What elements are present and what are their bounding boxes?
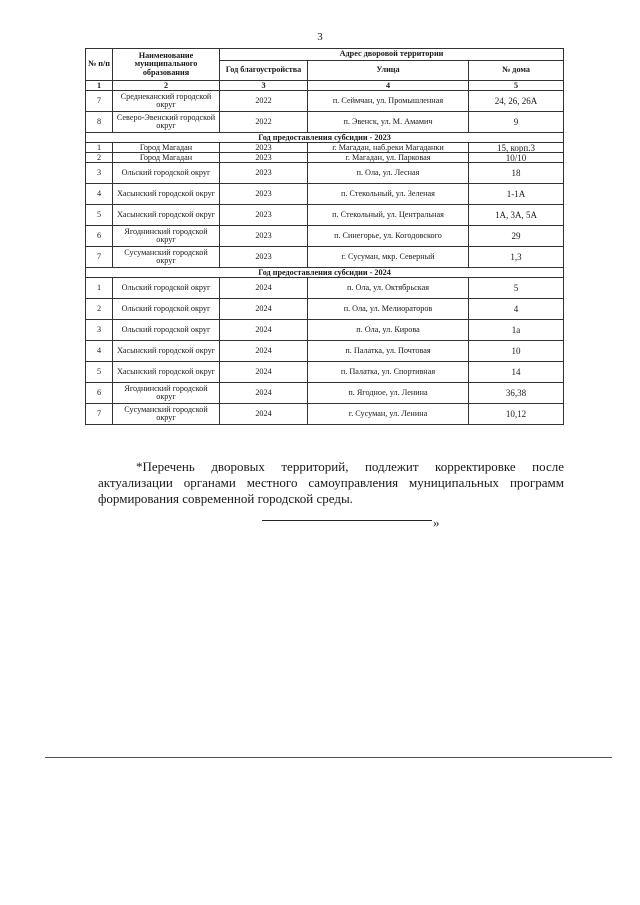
cell-street: п. Стекольный, ул. Центральная (308, 205, 469, 226)
cell-municipality: Город Магадан (113, 143, 220, 153)
cell-no: 4 (86, 184, 113, 205)
table-row (86, 247, 564, 268)
table-row (86, 383, 564, 404)
cell-no: 1 (86, 278, 113, 299)
table-row (86, 91, 564, 112)
cell-house: 36,38 (469, 383, 564, 404)
cell-house: 29 (469, 226, 564, 247)
cell-street: г. Магадан, ул. Парковая (308, 153, 469, 163)
table-row (86, 153, 564, 163)
cell-no: 2 (86, 299, 113, 320)
column-numbering-row (86, 81, 564, 91)
table-row (86, 341, 564, 362)
courtyard-territories-table (85, 48, 564, 425)
footnote-text: *Перечень дворовых территорий, подлежит корректировке после актуализации органами местного самоуправления муниципальных программ формирования современной городской среды. (98, 459, 564, 506)
cell-street: п. Ола, ул. Лесная (308, 163, 469, 184)
header-municipality: Наименование муниципального образования (113, 49, 220, 81)
cell-no: 3 (86, 163, 113, 184)
cell-street: г. Сусуман, мкр. Северный (308, 247, 469, 268)
cell-house: 1-1А (469, 184, 564, 205)
cell-municipality: Ольский городской округ (113, 278, 220, 299)
table-body (86, 91, 564, 425)
header-street: Улица (308, 61, 469, 81)
header-address: Адрес дворовой территории (220, 49, 564, 61)
cell-no: 7 (86, 247, 113, 268)
table-row (86, 362, 564, 383)
cell-year: 2024 (220, 362, 308, 383)
table-row (86, 163, 564, 184)
page-number: 3 (317, 31, 323, 43)
cell-year: 2022 (220, 112, 308, 133)
table-row (86, 184, 564, 205)
cell-municipality: Ягоднинский городской округ (113, 383, 220, 404)
cell-municipality: Сусуманский городской округ (113, 247, 220, 268)
cell-no: 3 (86, 320, 113, 341)
cell-house: 1,3 (469, 247, 564, 268)
cell-no: 5 (86, 205, 113, 226)
cell-no: 4 (86, 341, 113, 362)
section-title: Год предоставления субсидии - 2024 (86, 268, 564, 278)
cell-house: 10/10 (469, 153, 564, 163)
cell-street: п. Ягодное, ул. Ленина (308, 383, 469, 404)
cell-year: 2024 (220, 299, 308, 320)
cell-house: 18 (469, 163, 564, 184)
cell-municipality: Ольский городской округ (113, 299, 220, 320)
cell-municipality: Северо-Эвенский городской округ (113, 112, 220, 133)
cell-municipality: Хасынский городской округ (113, 362, 220, 383)
cell-year: 2023 (220, 226, 308, 247)
cell-street: г. Сусуман, ул. Ленина (308, 404, 469, 425)
cell-house: 14 (469, 362, 564, 383)
cell-municipality: Ольский городской округ (113, 163, 220, 184)
cell-house: 24, 26, 26А (469, 91, 564, 112)
cell-no: 7 (86, 91, 113, 112)
cell-year: 2022 (220, 91, 308, 112)
cell-no: 1 (86, 143, 113, 153)
cell-house: 10 (469, 341, 564, 362)
cell-street: п. Палатка, ул. Почтовая (308, 341, 469, 362)
column-number: 3 (220, 81, 308, 91)
column-number: 1 (86, 81, 113, 91)
table-row (86, 320, 564, 341)
table-row (86, 404, 564, 425)
cell-house: 1А, 3А, 5А (469, 205, 564, 226)
cell-house: 5 (469, 278, 564, 299)
cell-street: п. Синегорье, ул. Когодовского (308, 226, 469, 247)
cell-municipality: Сусуманский городской округ (113, 404, 220, 425)
cell-year: 2023 (220, 163, 308, 184)
cell-street: г. Магадан, наб.реки Магаданки (308, 143, 469, 153)
column-number: 5 (469, 81, 564, 91)
cell-no: 6 (86, 383, 113, 404)
cell-year: 2024 (220, 404, 308, 425)
header-year: Год благоустройства (220, 61, 308, 81)
cell-year: 2023 (220, 205, 308, 226)
table-row (86, 143, 564, 153)
cell-street: п. Палатка, ул. Спортивная (308, 362, 469, 383)
header-no: № п/п (86, 49, 113, 81)
cell-year: 2024 (220, 341, 308, 362)
cell-municipality: Хасынский городской округ (113, 341, 220, 362)
cell-year: 2024 (220, 278, 308, 299)
cell-year: 2023 (220, 247, 308, 268)
cell-year: 2024 (220, 383, 308, 404)
cell-street: п. Ола, ул. Мелиораторов (308, 299, 469, 320)
cell-street: п. Сеймчан, ул. Промышленная (308, 91, 469, 112)
table-row (86, 226, 564, 247)
cell-no: 7 (86, 404, 113, 425)
cell-street: п. Ола, ул. Кирова (308, 320, 469, 341)
cell-year: 2023 (220, 184, 308, 205)
cell-year: 2023 (220, 143, 308, 153)
section-header-row (86, 133, 564, 143)
cell-municipality: Среднеканский городской округ (113, 91, 220, 112)
cell-municipality: Город Магадан (113, 153, 220, 163)
cell-street: п. Ола, ул. Октябрьская (308, 278, 469, 299)
section-title: Год предоставления субсидии - 2023 (86, 133, 564, 143)
column-number: 4 (308, 81, 469, 91)
cell-municipality: Хасынский городской округ (113, 205, 220, 226)
table-row (86, 278, 564, 299)
table-row (86, 205, 564, 226)
cell-no: 6 (86, 226, 113, 247)
cell-no: 8 (86, 112, 113, 133)
cell-house: 9 (469, 112, 564, 133)
closing-quote: » (433, 515, 440, 530)
cell-house: 10,12 (469, 404, 564, 425)
cell-no: 5 (86, 362, 113, 383)
cell-no: 2 (86, 153, 113, 163)
bottom-rule (45, 757, 612, 758)
column-number: 2 (113, 81, 220, 91)
footnote (98, 459, 564, 507)
cell-municipality: Ягоднинский городской округ (113, 226, 220, 247)
table-row (86, 112, 564, 133)
cell-house: 15, корп.3 (469, 143, 564, 153)
cell-house: 4 (469, 299, 564, 320)
cell-municipality: Ольский городской округ (113, 320, 220, 341)
header-house: № дома (469, 61, 564, 81)
section-header-row (86, 268, 564, 278)
cell-street: п. Стекольный, ул. Зеленая (308, 184, 469, 205)
cell-municipality: Хасынский городской округ (113, 184, 220, 205)
signature-line (262, 520, 432, 521)
cell-year: 2024 (220, 320, 308, 341)
cell-year: 2023 (220, 153, 308, 163)
cell-house: 1а (469, 320, 564, 341)
cell-street: п. Эвенск, ул. М. Амамич (308, 112, 469, 133)
table-row (86, 299, 564, 320)
